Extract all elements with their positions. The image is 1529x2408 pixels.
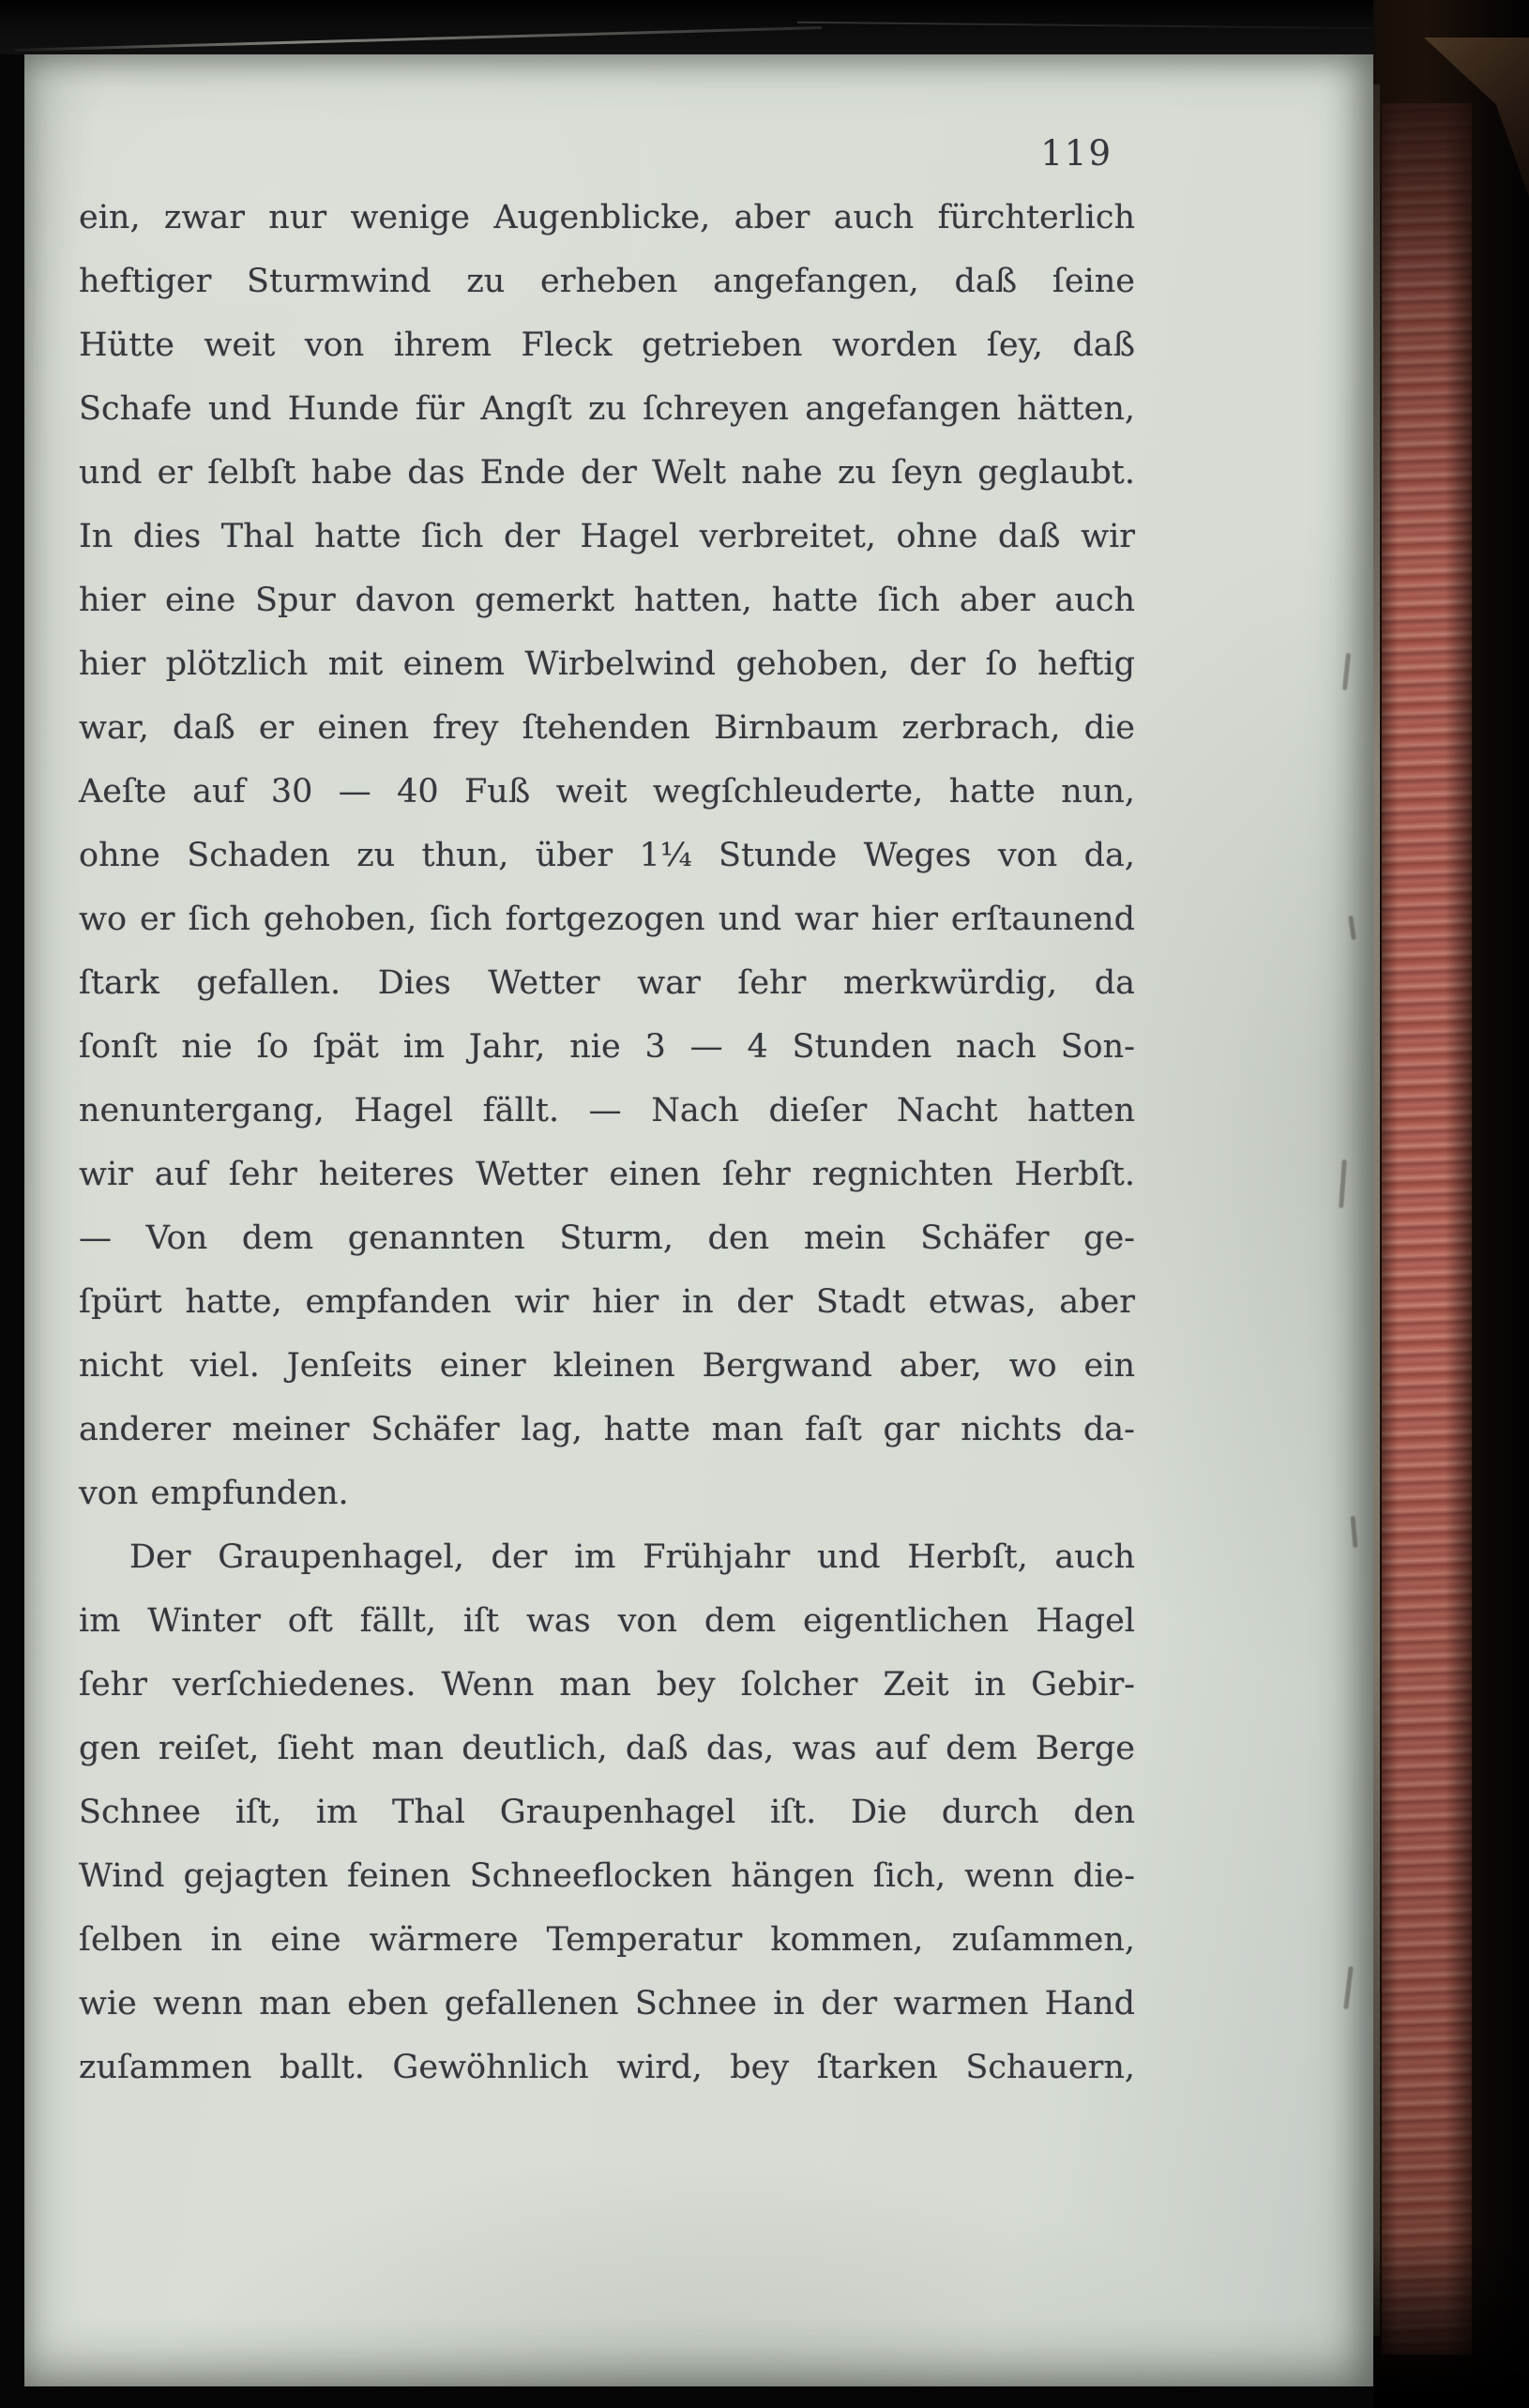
text-line: Hütte weit von ihrem Fleck getrieben worden ſey, daß <box>79 326 1135 364</box>
text-line: Wind gejagten feinen Schneeflocken hängen ſich, wenn die- <box>79 1857 1135 1895</box>
text-line: nenuntergang, Hagel fällt. — Nach dieſer Nacht hatten <box>79 1092 1135 1129</box>
text-line: nicht viel. Jenſeits einer kleinen Bergwand aber, wo ein <box>79 1347 1135 1385</box>
paper-speck <box>1339 1159 1347 1208</box>
text-line: im Winter oft fällt, iſt was von dem eigentlichen Hagel <box>79 1602 1135 1640</box>
text-line: ſehr verſchiedenes. Wenn man bey ſolcher Zeit in Gebir- <box>79 1666 1135 1704</box>
book-cover-top-edge <box>0 0 1529 54</box>
text-line: wie wenn man eben gefallenen Schnee in der warmen Hand <box>79 1985 1135 2022</box>
text-line: zuſammen ballt. Gewöhnlich wird, bey ſtarken Schauern, <box>79 2049 1135 2086</box>
book-cover-highlight-line <box>15 26 822 52</box>
paper-speck <box>1351 1516 1358 1548</box>
text-line: ſtark gefallen. Dies Wetter war ſehr merkwürdig, da <box>79 964 1135 1002</box>
text-line: hier plötzlich mit einem Wirbelwind gehoben, der ſo heftig <box>79 645 1135 683</box>
text-line: In dies Thal hatte ſich der Hagel verbreitet, ohne daß wir <box>79 518 1135 555</box>
text-line: Aeſte auf 30 — 40 Fuß weit wegſchleuderte, hatte nun, <box>79 773 1135 810</box>
fore-edge-red-pages <box>1382 103 1472 2355</box>
paper-speck <box>1342 653 1351 690</box>
text-line: hier eine Spur davon gemerkt hatten, hatte ſich aber auch <box>79 582 1135 619</box>
paper-speck <box>1343 1966 1354 2009</box>
page-number: 119 <box>1040 133 1113 174</box>
text-line: ohne Schaden zu thun, über 1¼ Stunde Weges von da, <box>79 837 1135 874</box>
scanned-page <box>24 53 1373 2386</box>
paper-speck <box>1348 916 1356 940</box>
book-cover-edge-line <box>797 22 1379 29</box>
text-line: ſpürt hatte, empfanden wir hier in der Stadt etwas, aber <box>79 1283 1135 1321</box>
page-text <box>79 186 1135 2099</box>
text-line: ſelben in eine wärmere Temperatur kommen, zuſammen, <box>79 1921 1135 1959</box>
page-block-edge-highlight <box>1373 84 1380 2336</box>
text-line: gen reiſet, ſieht man deutlich, daß das, was auf dem Berge <box>79 1730 1135 1767</box>
text-line: Schnee iſt, im Thal Graupenhagel iſt. Die durch den <box>79 1794 1135 1831</box>
text-line: Der Graupenhagel, der im Frühjahr und Herbſt, auch <box>129 1538 1135 1576</box>
text-line: wir auf ſehr heiteres Wetter einen ſehr regnichten Herbſt. <box>79 1156 1135 1193</box>
text-line: von empfunden. <box>79 1475 349 1512</box>
text-line: Schafe und Hunde für Angſt zu ſchreyen angefangen hätten, <box>79 390 1135 428</box>
book-fore-edge <box>1373 0 1529 2408</box>
book-edge-shadow <box>1373 2239 1529 2408</box>
text-line: heftiger Sturmwind zu erheben angefangen, daß ſeine <box>79 263 1135 300</box>
text-line: war, daß er einen frey ſtehenden Birnbaum zerbrach, die <box>79 709 1135 747</box>
text-line: ein, zwar nur wenige Augenblicke, aber auch fürchterlich <box>79 199 1135 236</box>
text-line: wo er ſich gehoben, ſich fortgezogen und war hier erſtaunend <box>79 901 1135 938</box>
text-line: und er ſelbſt habe das Ende der Welt nahe zu ſeyn geglaubt. <box>79 454 1135 492</box>
text-line: — Von dem genannten Sturm, den mein Schäfer ge- <box>79 1219 1135 1257</box>
text-line: anderer meiner Schäfer lag, hatte man faſt gar nichts da- <box>79 1411 1135 1448</box>
text-line: ſonſt nie ſo ſpät im Jahr, nie 3 — 4 Stunden nach Son- <box>79 1028 1135 1066</box>
